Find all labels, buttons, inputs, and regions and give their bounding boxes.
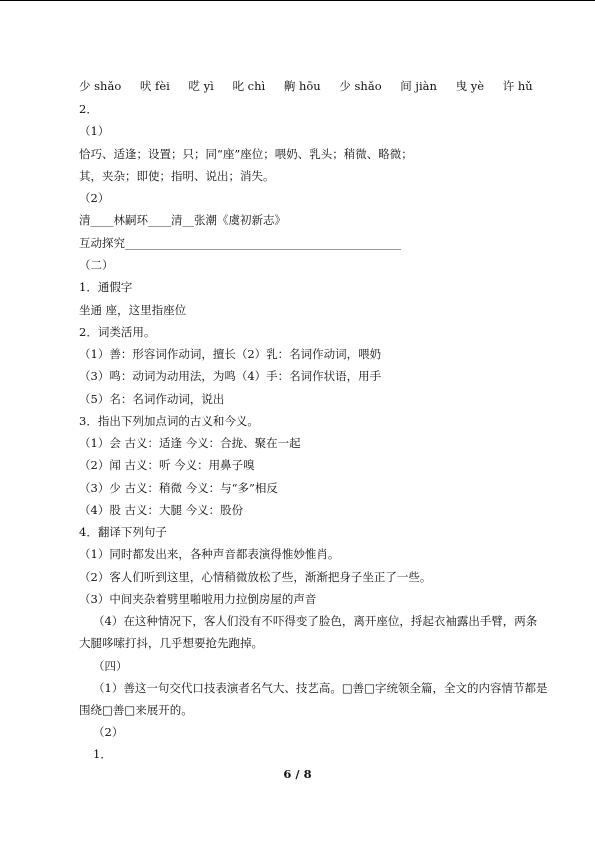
text-line: 1．通假字 [79, 280, 133, 294]
text-line: （5）名：名词作动词，说出 [79, 392, 225, 406]
pinyin-item: 少 shǎo [79, 79, 122, 93]
text-line: 恰巧、适逢；设置；只；同“座”座位；喂奶、乳头；稍微、略微； [79, 147, 413, 161]
text-line: （3）鸣：动词为动用法，为鸣（4）手：名词作状语，用手 [79, 369, 382, 383]
text-line: 其，夹杂；即使；指明、说出；消失。 [79, 169, 275, 183]
text-line: 清____林嗣环____清__张潮《虞初新志》 [79, 213, 286, 227]
text-line: （2） [93, 725, 124, 739]
text-line: （四） [93, 659, 128, 673]
text-line: （2）客人们听到这里，心情稍微放松了些，渐渐把身子坐正了一些。 [79, 570, 432, 584]
text-line: 大腿哆嗦打抖，几乎想要抢先跑掉。 [79, 636, 263, 650]
pinyin-item: 少 shǎo [339, 79, 382, 93]
pinyin-row [79, 78, 548, 94]
text-line: （二） [79, 258, 114, 272]
text-line: （3）中间夹杂着劈里啪啦用力拉倒房屋的声音 [79, 592, 317, 606]
text-line: 3．指出下列加点词的古义和今义。 [79, 414, 259, 428]
text-line: （1）善这一句交代口技表演者名气大、技艺高。□善□字统领全篇，全文的内容情节都是 [93, 681, 548, 695]
text-line: 2． [79, 102, 98, 116]
text-line: （1） [79, 124, 110, 138]
text-line: 坐通 座，这里指座位 [79, 303, 187, 317]
pinyin-item: 许 hǔ [502, 79, 533, 93]
text-line: （2） [79, 191, 110, 205]
pinyin-item: 曳 yè [455, 79, 485, 93]
text-line: （1）同时都发出来，各种声音都表演得惟妙惟肖。 [79, 547, 340, 561]
pinyin-item: 呓 yì [188, 79, 214, 93]
text-line: （1）会 古义：适逢 今义：合拢、聚在一起 [79, 436, 301, 450]
pinyin-item: 叱 chì [232, 79, 266, 93]
text-line: （3）少 古义：稍微 今义：与“多”相反 [79, 481, 278, 495]
pinyin-item: 间 jiàn [400, 79, 437, 93]
text-line: 互动探究________________________________________________ [79, 236, 401, 250]
text-line: （1）善：形容词作动词，擅长（2）乳：名词作动词，喂奶 [79, 347, 382, 361]
text-line: 1． [93, 747, 112, 761]
page-top-border [0, 0, 595, 1]
text-line: （4）在这种情况下，客人们没有不吓得变了脸色，离开座位，捋起衣袖露出手臂，两条 [93, 614, 538, 628]
pinyin-item: 吠 fèi [139, 79, 170, 93]
text-line: （4）股 古义：大腿 今义：股份 [79, 503, 244, 517]
pinyin-item: 齁 hōu [283, 79, 321, 93]
page-number: 6 / 8 [283, 767, 312, 781]
text-line: 4．翻译下列句子 [79, 525, 167, 539]
text-line: 围绕□善□来展开的。 [79, 703, 193, 717]
text-line: 2．词类活用。 [79, 325, 156, 339]
text-line: （2）闻 古义：听 今义：用鼻子嗅 [79, 458, 255, 472]
